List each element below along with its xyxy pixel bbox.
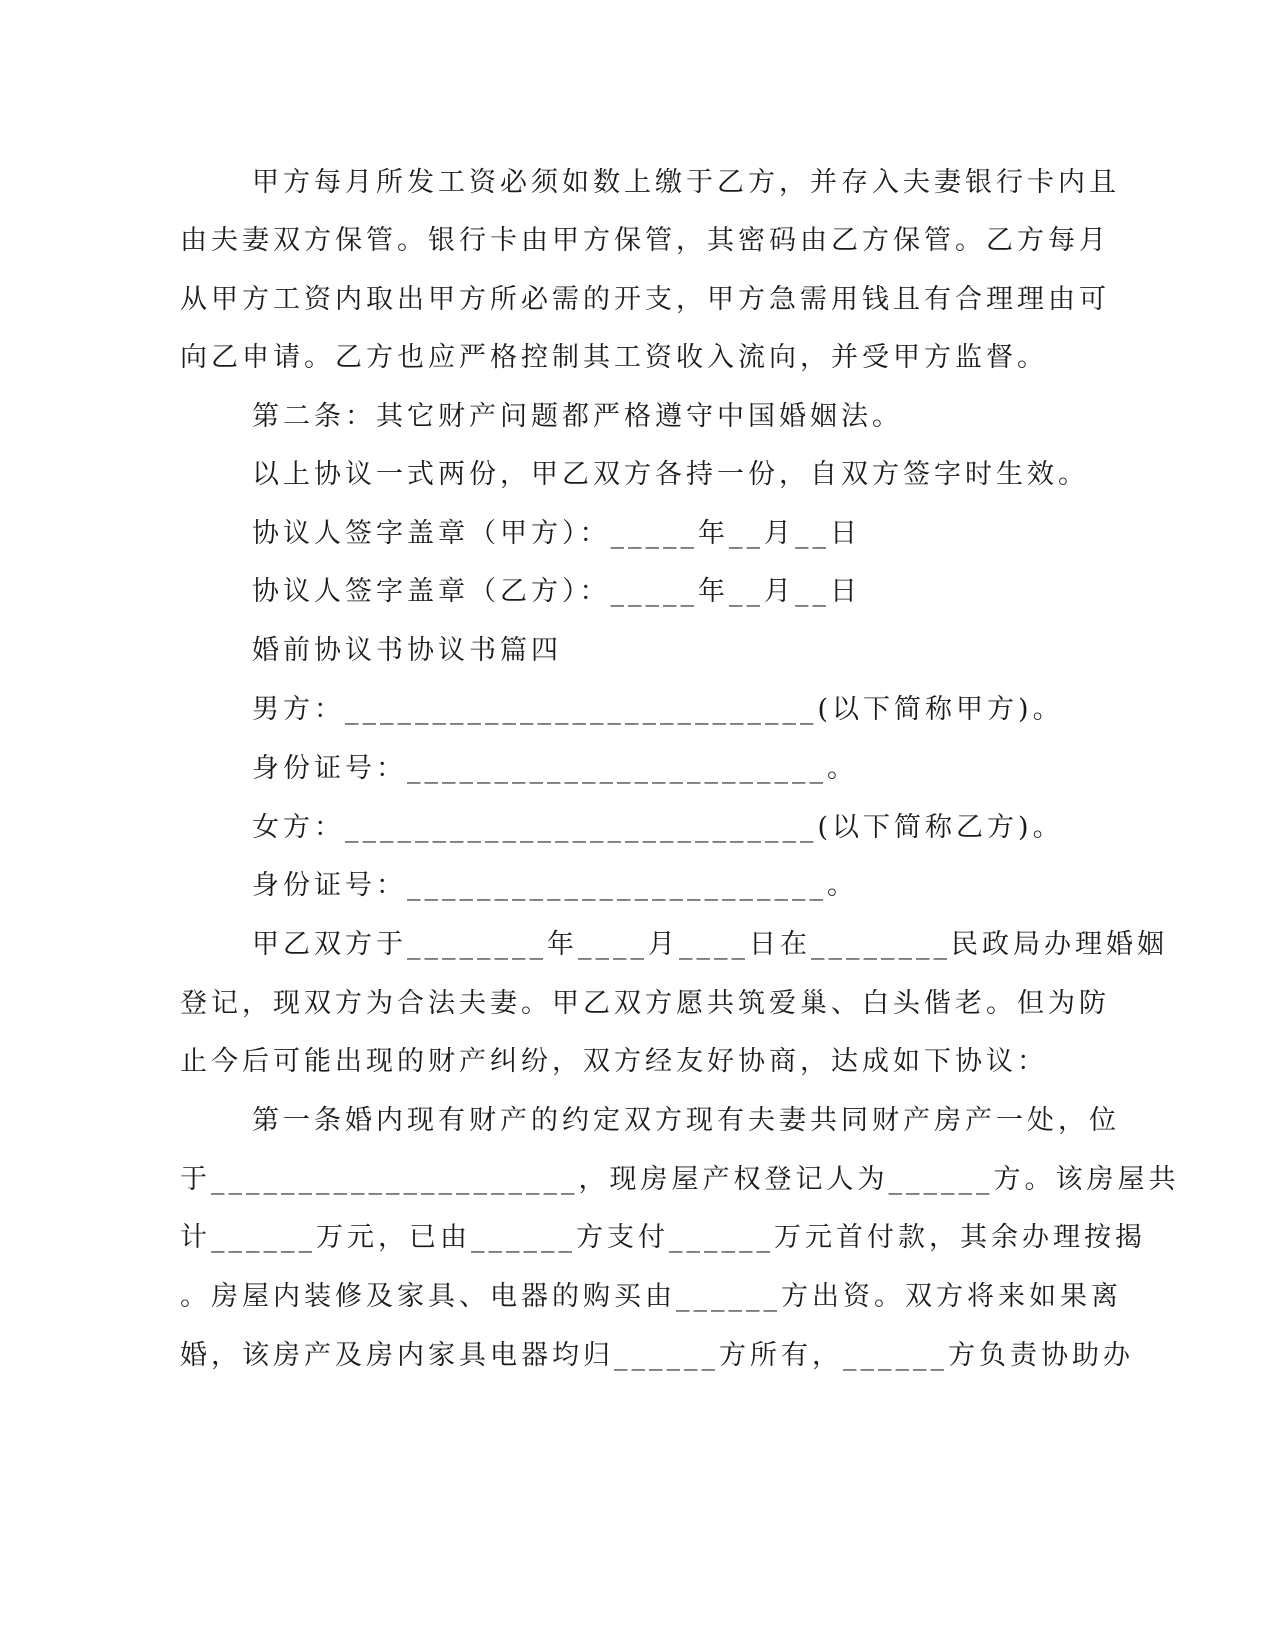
paragraph-3-line-4: 。房屋内装修及家具、电器的购买由______方出资。双方将来如果离: [180, 1281, 1122, 1312]
paragraph-3-line-2: 于_____________________，现房屋产权登记人为______方。该房屋共: [180, 1164, 1180, 1195]
paragraph-2-line-2: 登记，现双方为合法夫妻。甲乙双方愿共筑爱巢、白头偕老。但为防: [180, 988, 1110, 1019]
paragraph-3-line-3: 计______万元，已由______方支付______万元首付款，其余办理按揭: [180, 1222, 1146, 1253]
paragraph-1-line-2: 由夫妻双方保管。银行卡由甲方保管，其密码由乙方保管。乙方每月: [180, 225, 1110, 256]
paragraph-2-line-1: 甲乙双方于________年____月____日在________民政局办理婚姻: [252, 929, 1168, 960]
paragraph-3-line-5: 婚，该房产及房内家具电器均归______方所有，______方负责协助办: [180, 1340, 1134, 1371]
paragraph-2-line-3: 止今后可能出现的财产纠纷，双方经友好协商，达成如下协议：: [180, 1046, 1048, 1077]
paragraph-1-line-1: 甲方每月所发工资必须如数上缴于乙方，并存入夫妻银行卡内且: [252, 167, 1120, 198]
male-party-field: 男方：___________________________(以下简称甲方)。: [252, 694, 1064, 725]
female-party-field: 女方：___________________________(以下简称乙方)。: [252, 812, 1064, 843]
paragraph-1-line-4: 向乙申请。乙方也应严格控制其工资收入流向，并受甲方监督。: [180, 342, 1048, 373]
paragraph-1-line-3: 从甲方工资内取出甲方所必需的开支，甲方急需用钱且有合理理由可: [180, 284, 1110, 315]
article-2: 第二条：其它财产问题都严格遵守中国婚姻法。: [252, 401, 903, 432]
section-heading: 婚前协议书协议书篇四: [252, 635, 562, 666]
paragraph-3-line-1: 第一条婚内现有财产的约定双方现有夫妻共同财产房产一处，位: [252, 1105, 1120, 1136]
signature-party-a: 协议人签字盖章（甲方）：_____年__月__日: [252, 518, 861, 549]
female-id-field: 身份证号：________________________。: [252, 870, 858, 901]
copies-clause: 以上协议一式两份，甲乙双方各持一份，自双方签字时生效。: [252, 459, 1089, 490]
male-id-field: 身份证号：________________________。: [252, 753, 858, 784]
signature-party-b: 协议人签字盖章（乙方）：_____年__月__日: [252, 576, 861, 607]
